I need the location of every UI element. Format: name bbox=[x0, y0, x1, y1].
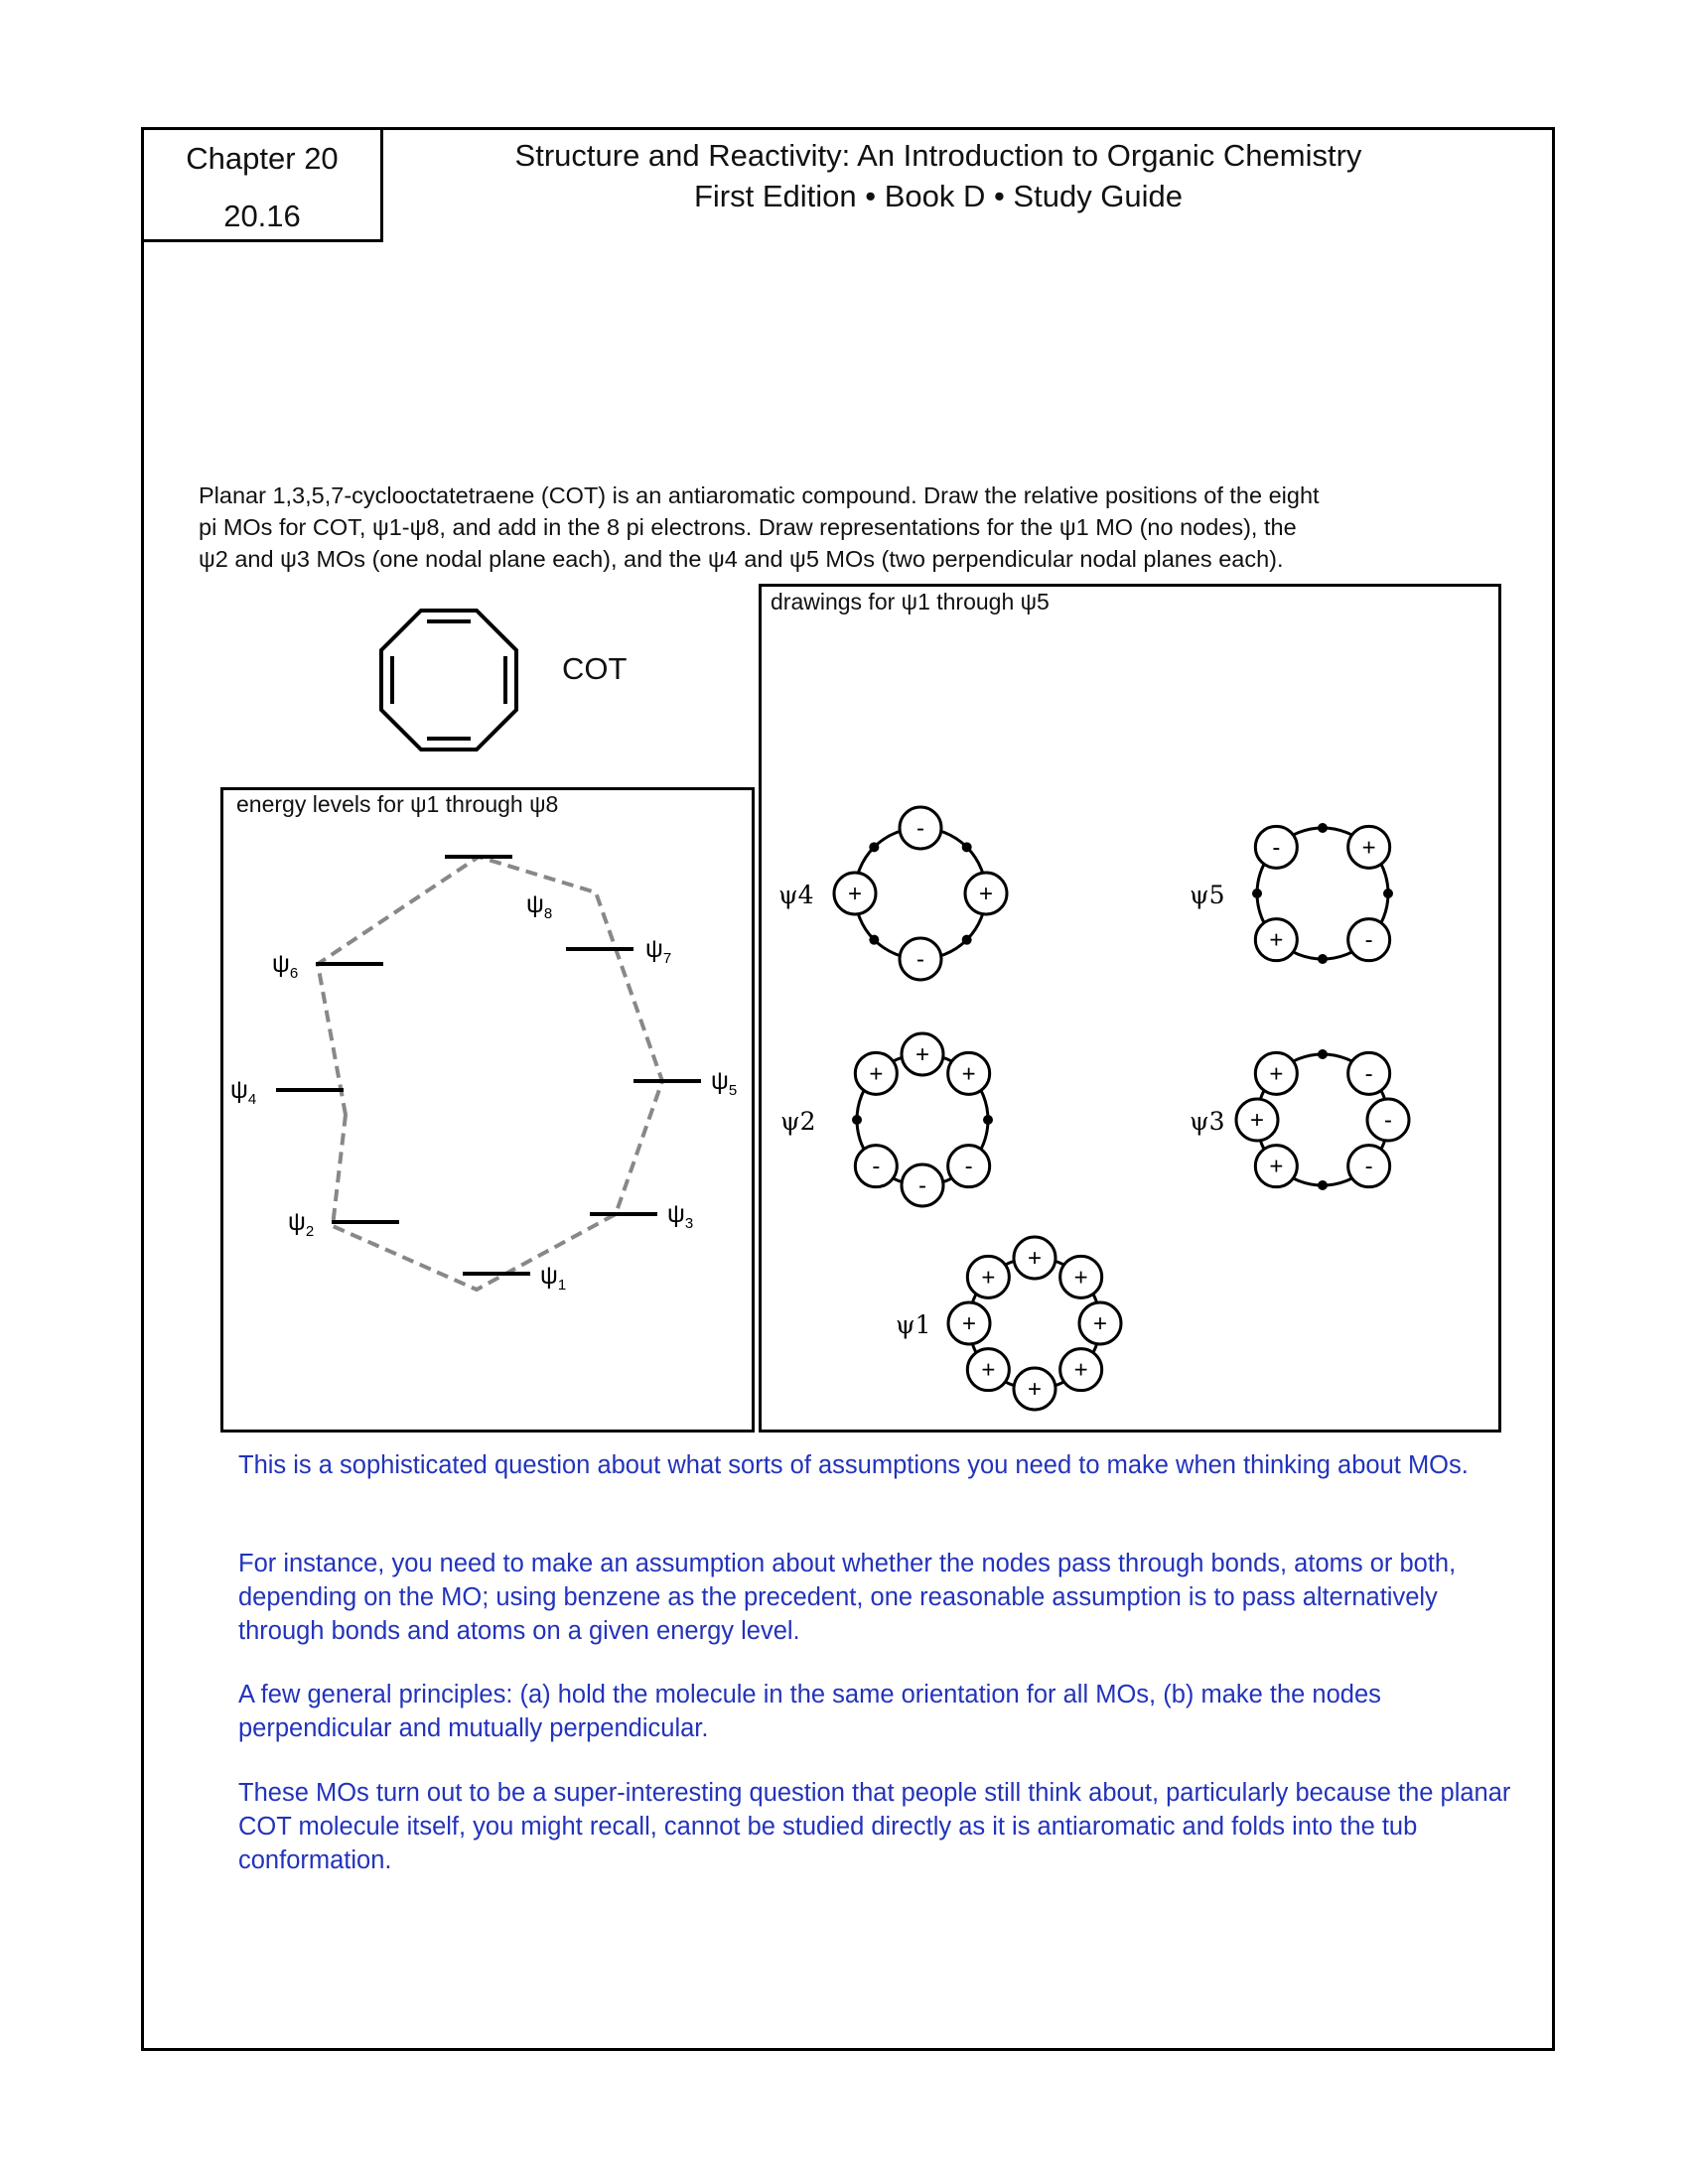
lobe-sign: + bbox=[847, 881, 863, 907]
node-atom bbox=[983, 1115, 993, 1125]
mo-diagram-4 bbox=[1190, 1049, 1409, 1190]
question-line2: pi MOs for COT, ψ1-ψ8, and add in the 8 pi electrons. Draw representations for the ψ1 MO (no nodes), the bbox=[199, 514, 1297, 540]
lobe-sign: - bbox=[1384, 1107, 1392, 1134]
node-atom bbox=[1318, 1049, 1328, 1059]
chapter-box bbox=[141, 127, 383, 242]
lobe-sign: + bbox=[914, 1041, 930, 1068]
answer-paragraph-3: A few general principles: (a) hold the molecule in the same orientation for all MOs, (b) make the nodes perpendicular and mutually perpendicular. bbox=[238, 1681, 1381, 1742]
lobe-sign: - bbox=[872, 1153, 881, 1180]
lobe-sign: + bbox=[981, 1356, 996, 1384]
lobe-sign: + bbox=[1249, 1107, 1265, 1134]
book-title bbox=[437, 135, 1440, 216]
lobe-sign: - bbox=[1272, 834, 1281, 862]
book-title-line2: First Edition • Book D • Study Guide bbox=[693, 179, 1184, 213]
lobe-sign: + bbox=[978, 881, 994, 907]
lobe-sign: + bbox=[1027, 1376, 1043, 1403]
answer-paragraph-2: For instance, you need to make an assumption about whether the nodes pass through bonds, atoms or both, depending on the MO; using benzene as the precedent, one reasonable assumption is to pass alternatively through bonds and atoms on a given energy level. bbox=[238, 1550, 1457, 1645]
lobe-sign: + bbox=[1269, 1153, 1284, 1180]
node-atom bbox=[869, 842, 879, 852]
label-psi3: $\psi_3$ bbox=[667, 1200, 694, 1232]
lobe-sign: + bbox=[1073, 1356, 1088, 1384]
lobe-sign: - bbox=[916, 815, 924, 842]
label-psi5: $\psi_5$ bbox=[711, 1067, 738, 1099]
node-atom bbox=[1383, 888, 1393, 898]
node-atom bbox=[962, 935, 972, 945]
lobe-sign: - bbox=[1364, 926, 1373, 954]
lobe-sign: + bbox=[961, 1310, 977, 1337]
node-atom bbox=[1252, 888, 1262, 898]
answer-paragraph-4: These MOs turn out to be a super-interesting question that people still think about, particularly because the planar COT molecule itself, you might recall, cannot be studied directly as it is antiaromatic and folds into the tub conformation. bbox=[238, 1779, 1511, 1874]
lobe-sign: + bbox=[869, 1060, 884, 1088]
book-title-line1: Structure and Reactivity: An Introduction to Organic Chemistry bbox=[514, 138, 1362, 173]
lobe-sign: - bbox=[1364, 1060, 1373, 1088]
question-text bbox=[199, 479, 1489, 575]
answer-paragraph-1: This is a sophisticated question about what sorts of assumptions you need to make when thinking about MOs. bbox=[238, 1451, 1469, 1479]
drawings-panel-label: drawings for ψ1 through ψ5 bbox=[771, 589, 1050, 614]
question-line1: Planar 1,3,5,7-cyclooctatetraene (COT) is an antiaromatic compound. Draw the relative positions of the eight bbox=[199, 482, 1320, 508]
mo-label: ψ3 bbox=[1190, 1107, 1225, 1136]
lobe-sign: - bbox=[1364, 1153, 1373, 1180]
mo-drawings bbox=[759, 584, 1501, 1433]
lobe-sign: - bbox=[916, 946, 924, 973]
lobe-sign: + bbox=[961, 1060, 976, 1088]
mo-diagram-1 bbox=[778, 807, 1007, 980]
node-atom bbox=[852, 1115, 862, 1125]
lobe-sign: - bbox=[918, 1172, 926, 1199]
mo-diagram-5 bbox=[896, 1237, 1121, 1410]
lobe-sign: + bbox=[1269, 926, 1284, 954]
mo-label: ψ1 bbox=[896, 1310, 931, 1339]
label-psi8: $\psi_8$ bbox=[526, 890, 553, 922]
mo-diagram-2 bbox=[1190, 823, 1393, 964]
node-atom bbox=[1318, 823, 1328, 833]
mo-label: ψ4 bbox=[778, 881, 814, 909]
energy-diagram bbox=[220, 787, 755, 1433]
lobe-sign: + bbox=[1269, 1060, 1284, 1088]
node-atom bbox=[1318, 1180, 1328, 1190]
cot-label: COT bbox=[562, 651, 628, 686]
chapter-label: Chapter 20 bbox=[186, 141, 339, 176]
mo-diagram-3 bbox=[780, 1033, 993, 1206]
lobe-sign: + bbox=[1073, 1264, 1088, 1292]
cot-structure bbox=[367, 606, 536, 754]
lobe-sign: + bbox=[1027, 1245, 1043, 1272]
lobe-sign: + bbox=[1092, 1310, 1108, 1337]
mo-label: ψ2 bbox=[780, 1107, 816, 1136]
node-atom bbox=[1318, 954, 1328, 964]
question-line3: ψ2 and ψ3 MOs (one nodal plane each), and the ψ4 and ψ5 MOs (two perpendicular nodal planes each). bbox=[199, 546, 1284, 572]
problem-number: 20.16 bbox=[223, 199, 301, 233]
lobe-sign: + bbox=[981, 1264, 996, 1292]
lobe-sign: - bbox=[964, 1153, 973, 1180]
lobe-sign: + bbox=[1361, 834, 1376, 862]
mo-label: ψ5 bbox=[1190, 881, 1225, 909]
energy-panel-label: energy levels for ψ1 through ψ8 bbox=[236, 791, 559, 817]
label-psi6: $\psi_6$ bbox=[272, 950, 299, 982]
label-psi2: $\psi_2$ bbox=[288, 1208, 315, 1240]
label-psi1: $\psi_1$ bbox=[540, 1262, 567, 1294]
node-atom bbox=[962, 842, 972, 852]
node-atom bbox=[869, 935, 879, 945]
label-psi4: $\psi_4$ bbox=[230, 1076, 257, 1108]
label-psi7: $\psi_7$ bbox=[645, 935, 672, 967]
